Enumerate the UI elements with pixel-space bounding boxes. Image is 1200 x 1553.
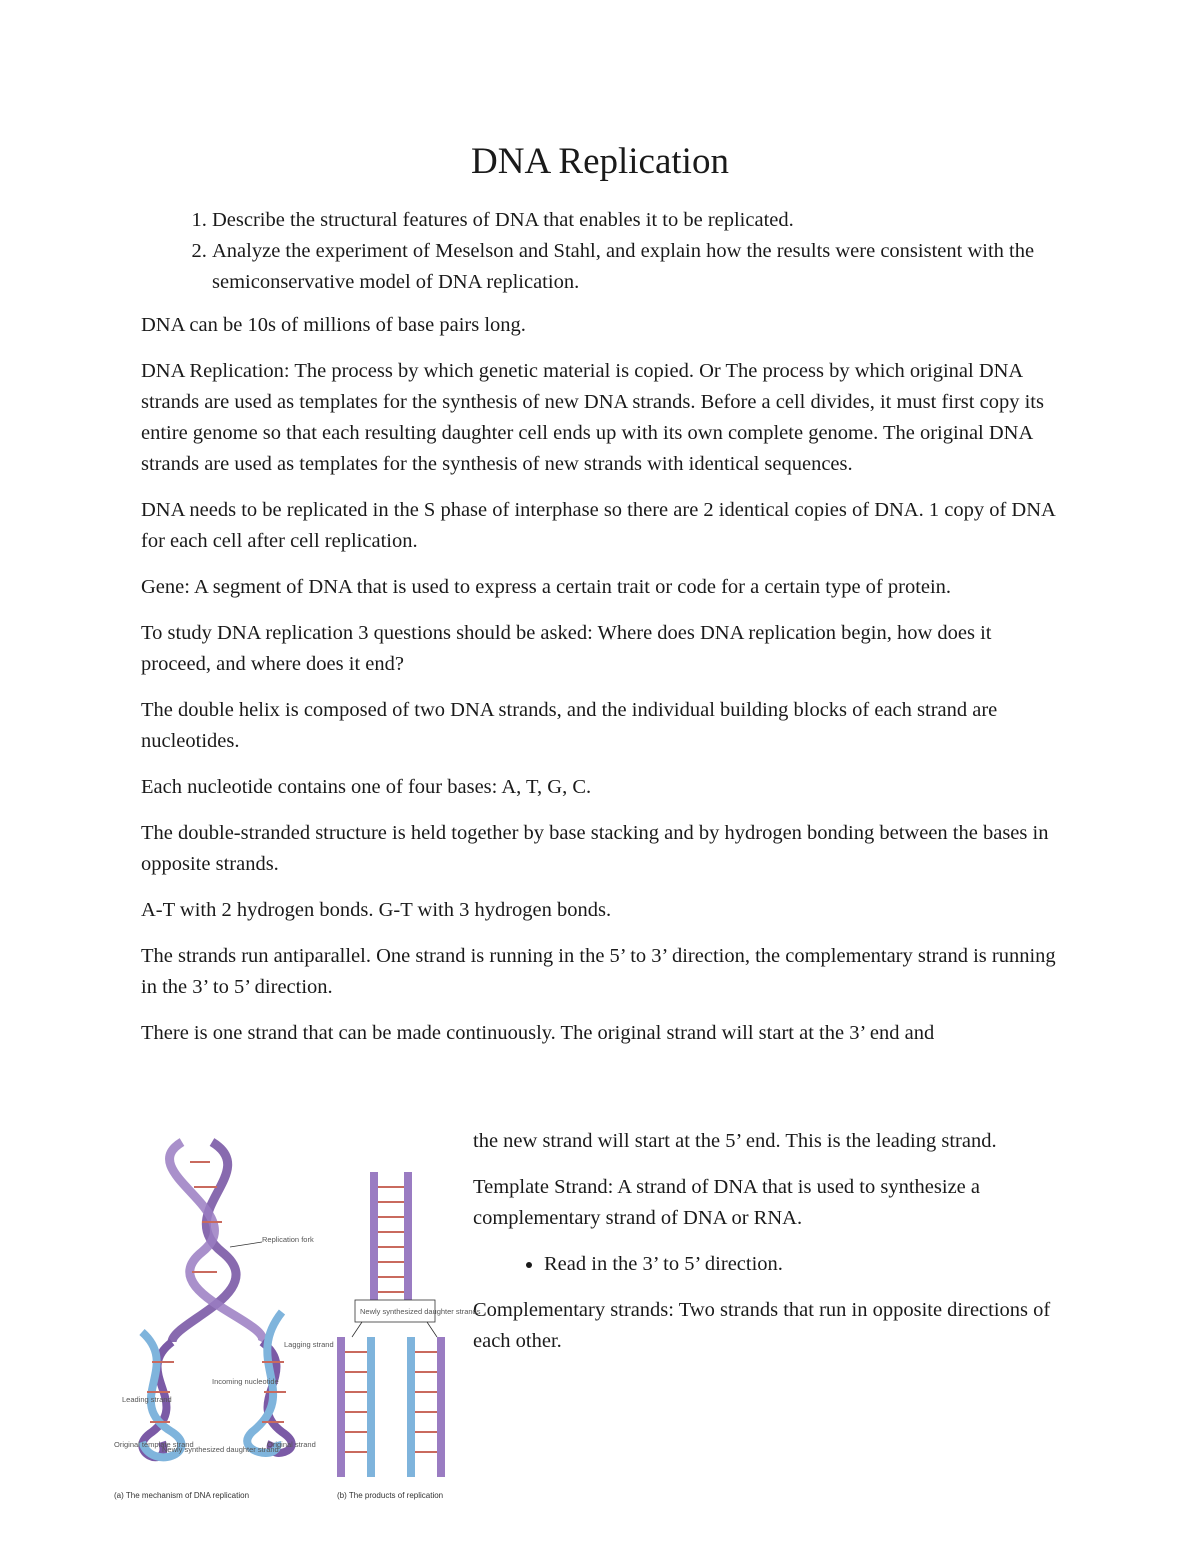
helix-diagram [114, 1142, 334, 1457]
label-original-strand: Original strand [267, 1440, 316, 1449]
bullet-list [473, 1249, 1073, 1280]
page-title: DNA Replication [471, 141, 729, 182]
objective-item: 2. Analyze the experiment of Meselson and Stahl, and explain how the results were consistent with the semiconservative model of DNA replication. [212, 236, 1061, 298]
figure-caption-a: (a) The mechanism of DNA replication [114, 1491, 250, 1500]
paragraph: DNA needs to be replicated in the S phase of interphase so there are 2 identical copies of DNA. 1 copy of DNA for each cell after cell replication. [141, 499, 1055, 552]
paragraph: The double-stranded structure is held together by base stacking and by hydrogen bonding between the bases in opposite strands. [141, 822, 1049, 875]
paragraph: There is one strand that can be made continuously. The original strand will start at the 3’ end and [141, 1022, 935, 1044]
right-column-text [473, 1126, 1073, 1372]
template-strand-definition: Template Strand: A strand of DNA that is used to synthesize a complementary strand of DNA or RNA. [473, 1176, 980, 1229]
paragraph: To study DNA replication 3 questions should be asked: Where does DNA replication begin, how does it proceed, and where does it end? [141, 622, 992, 675]
paragraph: Gene: A segment of DNA that is used to express a certain trait or code for a certain type of protein. [141, 576, 952, 598]
objective-item: 1. Describe the structural features of DNA that enables it to be replicated. [212, 205, 1061, 236]
figure-caption-b: (b) The products of replication [337, 1491, 444, 1500]
paragraph: Each nucleotide contains one of four bases: A, T, G, C. [141, 776, 592, 798]
complementary-strands-definition: Complementary strands: Two strands that run in opposite directions of each other. [473, 1299, 1051, 1352]
label-lagging-strand: Lagging strand [284, 1340, 334, 1349]
document-body [141, 205, 1061, 1064]
objectives-list [141, 205, 1061, 298]
paragraph: A-T with 2 hydrogen bonds. G-T with 3 hydrogen bonds. [141, 899, 612, 921]
label-original-template: Original template strand [114, 1440, 194, 1449]
ladder-diagram [337, 1172, 481, 1477]
bullet-item: • Read in the 3’ to 5’ direction. [544, 1249, 1073, 1280]
leading-strand-continuation: the new strand will start at the 5’ end. This is the leading strand. [473, 1130, 997, 1152]
label-newly-synthesized: Newly synthesized daughter strand [162, 1445, 279, 1454]
dna-replication-figure [112, 1132, 481, 1504]
label-replication-fork: Replication fork [262, 1235, 314, 1244]
label-incoming-nucleotide: Incoming nucleotide [212, 1377, 279, 1386]
label-daughter-strands: Newly synthesized daughter strands [360, 1307, 481, 1316]
paragraph: DNA Replication: The process by which genetic material is copied. Or The process by which original DNA strands are used as templates for the synthesis of new DNA strands. Before a cell divides, it must first copy its entire genome so that each resulting daughter cell ends up with its own complete genome. The original DNA strands are used as templates for the synthesis of new strands with identical sequences. [141, 360, 1044, 475]
paragraph: The strands run antiparallel. One strand is running in the 5’ to 3’ direction, the complementary strand is running in the 3’ to 5’ direction. [141, 945, 1056, 998]
label-leading-strand: Leading strand [122, 1395, 172, 1404]
paragraph: The double helix is composed of two DNA strands, and the individual building blocks of each strand are nucleotides. [141, 699, 998, 752]
dna-replication-illustration [112, 1132, 481, 1504]
paragraph: DNA can be 10s of millions of base pairs long. [141, 314, 526, 336]
